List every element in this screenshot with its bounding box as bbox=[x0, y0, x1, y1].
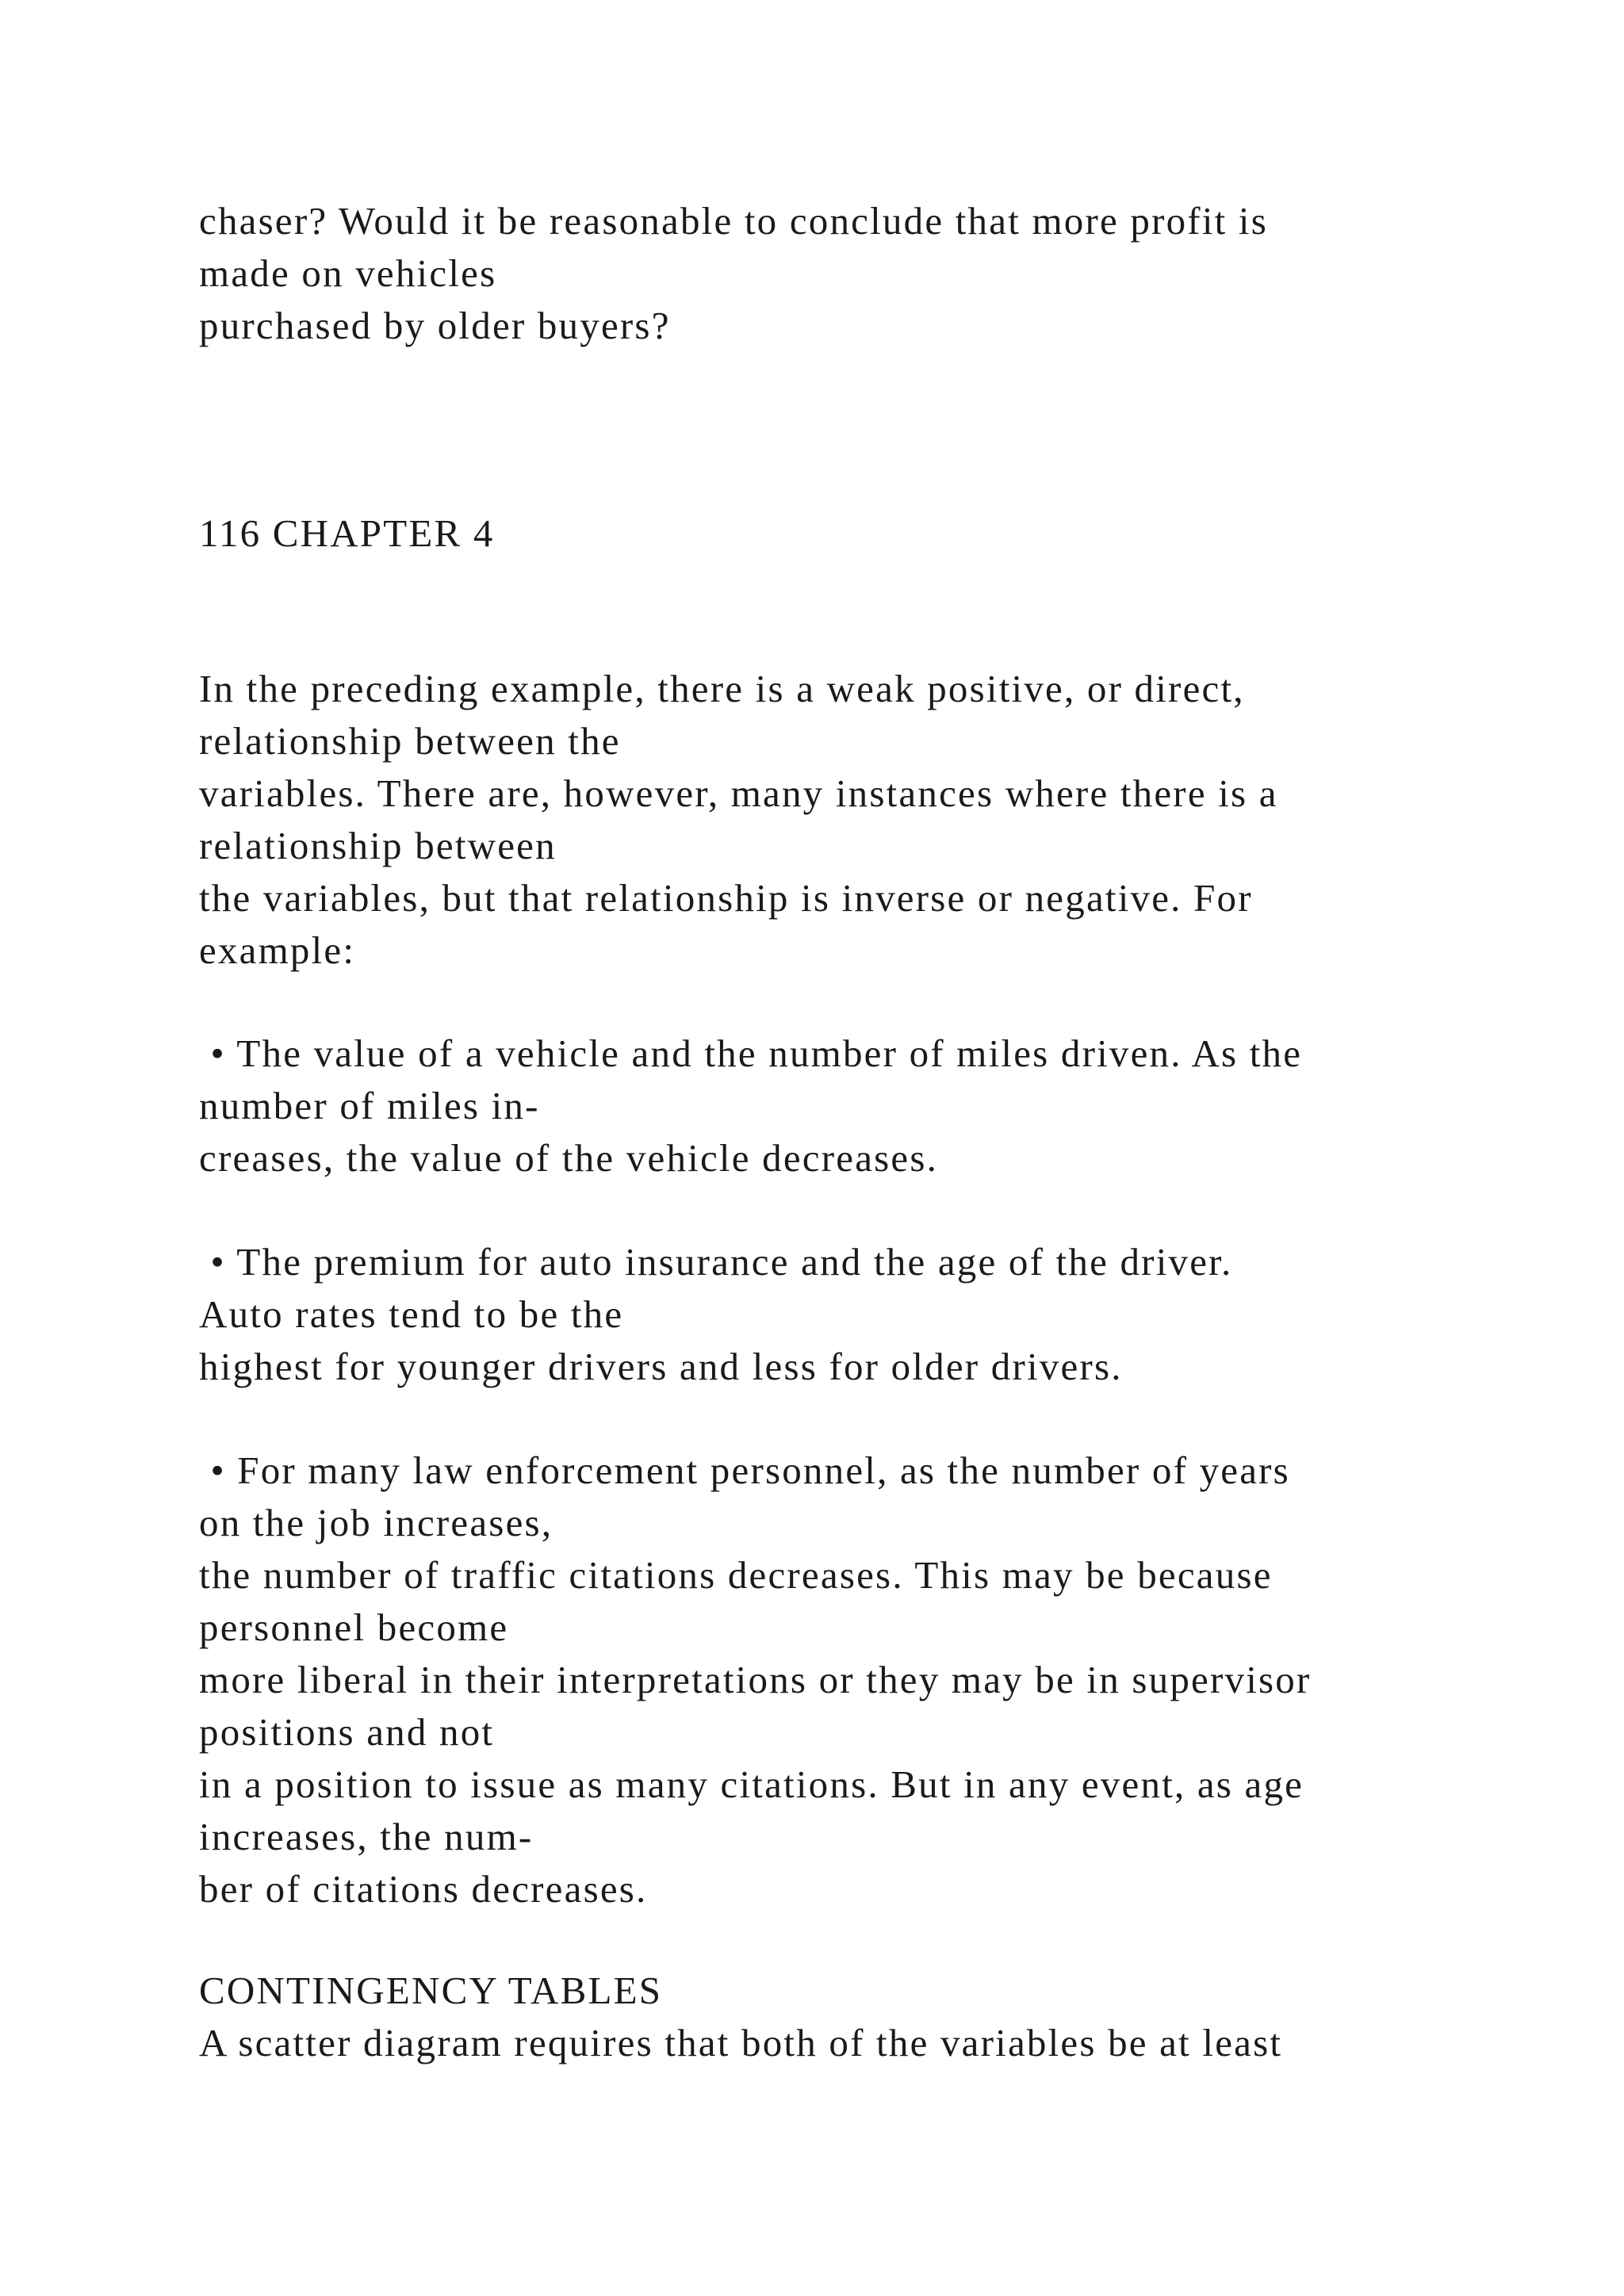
paragraph-continuation bbox=[199, 195, 1595, 352]
text-line: A scatter diagram requires that both of the variables be at least bbox=[199, 2021, 1283, 2064]
text-line: purchased by older buyers? bbox=[199, 304, 671, 347]
text-line: • The value of a vehicle and the number of miles driven. As the bbox=[199, 1031, 1303, 1075]
bullet-item-law-enforcement bbox=[199, 1445, 1595, 1915]
page-header bbox=[199, 507, 1595, 560]
text-line: In the preceding example, there is a weak positive, or direct, bbox=[199, 667, 1245, 710]
bullet-item-vehicle-value bbox=[199, 1027, 1595, 1184]
text-line: highest for younger drivers and less for older drivers. bbox=[199, 1345, 1123, 1388]
text-line: the variables, but that relationship is inverse or negative. For bbox=[199, 876, 1253, 920]
text-line: Auto rates tend to be the bbox=[199, 1292, 624, 1336]
text-line: chaser? Would it be reasonable to conclude that more profit is bbox=[199, 199, 1268, 243]
text-line: made on vehicles bbox=[199, 251, 497, 295]
chapter-header: 116 CHAPTER 4 bbox=[199, 511, 495, 555]
text-line: • The premium for auto insurance and the age of the driver. bbox=[199, 1240, 1233, 1284]
text-line: personnel become bbox=[199, 1605, 509, 1649]
text-line: positions and not bbox=[199, 1710, 495, 1754]
text-line: creases, the value of the vehicle decreases. bbox=[199, 1136, 939, 1180]
text-line: increases, the num- bbox=[199, 1815, 534, 1858]
section-heading: CONTINGENCY TABLES bbox=[199, 1969, 663, 2012]
text-line: variables. There are, however, many instances where there is a bbox=[199, 771, 1278, 815]
text-line: more liberal in their interpretations or they may be in supervisor bbox=[199, 1658, 1312, 1701]
section-contingency-tables bbox=[199, 1965, 1595, 2069]
text-line: in a position to issue as many citations. But in any event, as age bbox=[199, 1762, 1304, 1806]
text-line: relationship between bbox=[199, 824, 557, 867]
text-line: the number of traffic citations decreases. This may be because bbox=[199, 1553, 1273, 1597]
text-line: relationship between the bbox=[199, 719, 621, 763]
text-line: number of miles in- bbox=[199, 1084, 540, 1127]
text-line: ber of citations decreases. bbox=[199, 1867, 648, 1911]
paragraph-intro bbox=[199, 663, 1595, 977]
bullet-item-auto-insurance bbox=[199, 1236, 1595, 1393]
text-line: • For many law enforcement personnel, as the number of years bbox=[199, 1448, 1290, 1492]
text-line: on the job increases, bbox=[199, 1501, 553, 1544]
text-line: example: bbox=[199, 928, 356, 972]
